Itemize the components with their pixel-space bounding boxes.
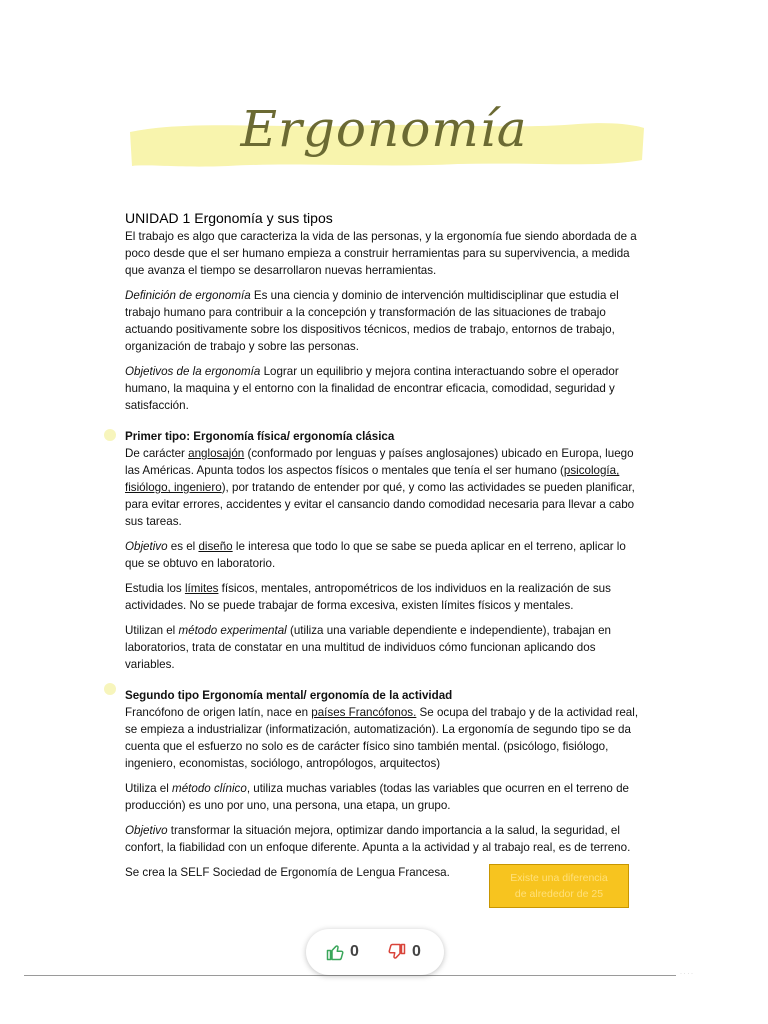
second-type-title: Segundo tipo Ergonomía mental/ ergonomía de la actividad	[125, 689, 453, 702]
first-type-paragraph-3: Estudia los límites físicos, mentales, antropométricos de los individuos en la realización de sus actividades. No se puede trabajar de forma excesiva, existen límites físicos y mentales.	[125, 582, 611, 612]
thumbs-down-icon	[388, 943, 406, 961]
corner-mark: · · · ·	[680, 971, 693, 977]
first-type-title: Primer tipo: Ergonomía física/ ergonomía clásica	[125, 430, 395, 443]
first-type-paragraph-2: Objetivo es el diseño le interesa que todo lo que se sabe se pueda aplicar en el terreno, aplicar lo que se obtuvo en laboratorio.	[125, 540, 626, 570]
like-button[interactable]	[326, 929, 359, 975]
bullet-icon	[104, 429, 116, 441]
thumbs-up-icon	[326, 943, 344, 961]
note-line: de alrededor de 25	[514, 888, 604, 900]
definition-paragraph: Definición de ergonomía Es una ciencia y dominio de intervención multidisciplinar que estudia el trabajo humano para contribuir a la concepción y transformación de las situaciones de trabajo actuando positivamente sobre los dispositivos técnicos, medios de trabajo, entornos de trabajo, organización de trabajo y sobre las personas.	[125, 289, 619, 353]
second-type-paragraph-1: Francófono de origen latín, nace en países Francófonos. Se ocupa del trabajo y de la actividad real, se empieza a industrializar (informatización, automatización). La ergonomía de segundo tipo se da cuenta que el esfuerzo no solo es de carácter físico sino también mental. (psicólogo, fisiólogo, ingeniero, economistas, sociólogo, antropólogos, arquitectos)	[125, 706, 639, 770]
definition-label: Definición de ergonomía	[125, 289, 251, 302]
intro-paragraph: El trabajo es algo que caracteriza la vida de las personas, y la ergonomía fue siendo abordada de a poco desde que el ser humano empieza a construir herramientas para su supervivencia, a medida que avanza el tiempo se desarrollaron nuevas herramientas.	[125, 230, 637, 277]
second-type-paragraph-4: Se crea la SELF Sociedad de Ergonomía de Lengua Francesa.	[125, 866, 450, 879]
unit-heading: UNIDAD 1 Ergonomía y sus tipos	[125, 210, 333, 226]
page-title: Ergonomía	[240, 100, 528, 158]
objectives-paragraph: Objetivos de la ergonomía Lograr un equilibrio y mejora contina interactuando sobre el operador humano, la maquina y el entorno con la finalidad de encontrar eficacia, comodidad, seguridad y satisfacción.	[125, 365, 619, 412]
second-type-paragraph-2: Utiliza el método clínico, utiliza muchas variables (todas las variables que ocurren en el terreno de producción) es uno por uno, una persona, una etapa, un grupo.	[125, 782, 629, 812]
first-type-paragraph-4: Utilizan el método experimental (utiliza una variable dependiente e independiente), trabajan en laboratorios, trata de constatar en una multitud de individuos cómo funcionan aplicando dos variables.	[125, 624, 611, 671]
bullet-icon	[104, 683, 116, 695]
page-divider	[24, 975, 676, 976]
rating-bar	[306, 929, 444, 975]
first-type-paragraph-1: De carácter anglosajón (conformado por lenguas y países anglosajones) ubicado en Europa, luego las Américas. Apunta todos los aspectos físicos o mentales que tenía el ser humano (psicología, fisiólogo, ingeniero), por tratando de entender por qué, y como las actividades se pueden planificar, para evitar errores, accidentes y evitar el cansancio dando comodidad necesaria para llevar a cabo sus tareas.	[125, 447, 635, 528]
dislike-count: 0	[412, 943, 421, 960]
second-type-paragraph-3: Objetivo transformar la situación mejora, optimizar dando importancia a la salud, la seguridad, el confort, la fiabilidad con un enfoque diferente. Apunta a la actividad y al trabajo real, es de terreno.	[125, 824, 631, 854]
comment-note[interactable]	[489, 864, 629, 908]
like-count: 0	[350, 943, 359, 960]
dislike-button[interactable]	[388, 929, 421, 975]
objectives-label: Objetivos de la ergonomía	[125, 365, 261, 378]
document-body	[125, 208, 640, 889]
note-line: Existe una diferencia	[510, 872, 608, 884]
